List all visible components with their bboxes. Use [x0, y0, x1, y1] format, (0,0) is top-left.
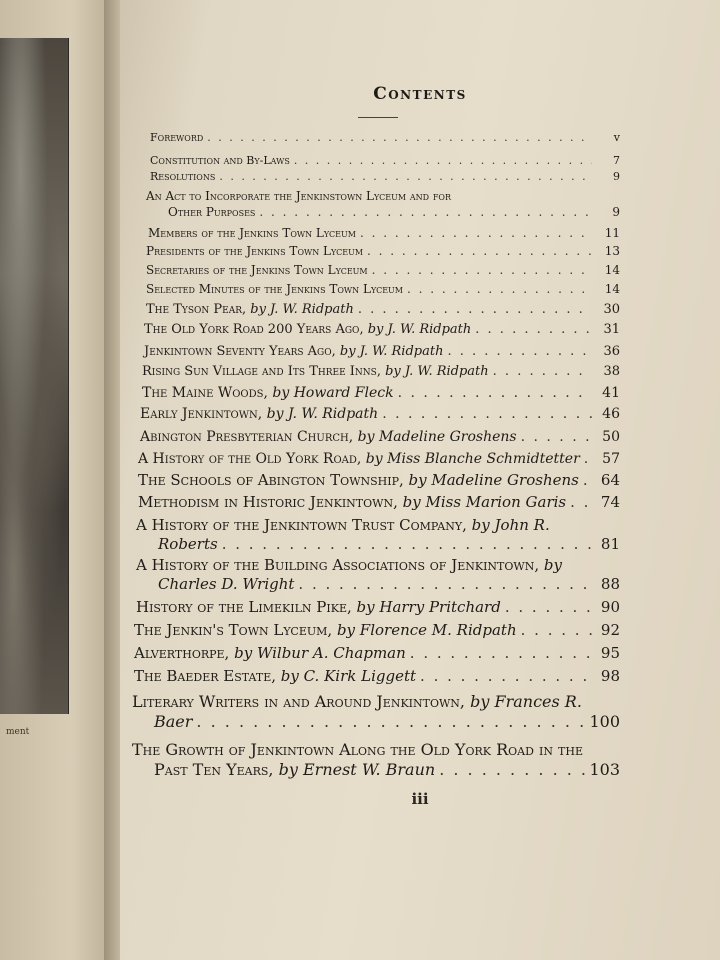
dot-leader	[222, 535, 592, 554]
toc-entry-title: Selected Minutes of the Jenkins Town Lyceum	[146, 282, 403, 296]
toc-entry-title: Early Jenkintown,	[140, 406, 263, 422]
toc-entry-page: 38	[603, 364, 620, 379]
dot-leader	[259, 204, 592, 220]
toc-entry	[132, 692, 620, 732]
toc-entry-author: by J. W. Ridpath	[380, 364, 489, 379]
toc-entry-title: The Growth of Jenkintown Along the Old York Road in the	[132, 740, 583, 759]
toc-entry-title-cont: Other Purposes	[168, 205, 256, 219]
toc-entry-title: Jenkintown Seventy Years Ago,	[144, 344, 336, 359]
toc-entry-page: 36	[603, 344, 620, 359]
toc-entry-page: 9	[612, 205, 620, 219]
toc-entry-title: Rising Sun Village and Its Three Inns,	[142, 364, 381, 379]
toc-entry-author: by Miss Blanche Schmidtetter	[361, 451, 580, 467]
toc-entry-page: 57	[602, 451, 620, 467]
toc-entry-author: by Madeline Groshens	[403, 471, 579, 489]
toc-entry	[138, 450, 620, 468]
toc-entry-page: 41	[602, 385, 620, 401]
toc-entry	[136, 556, 620, 594]
toc-entry-page: 95	[600, 644, 620, 662]
dot-leader	[447, 343, 592, 360]
toc-entry	[146, 281, 620, 297]
toc-entry-page: 92	[600, 621, 620, 639]
toc-entry-author: by Florence M. Ridpath	[332, 621, 517, 639]
toc-entry-title: Foreword	[150, 131, 204, 144]
toc-entry-page: 11	[604, 226, 620, 240]
dot-leader	[372, 262, 592, 278]
toc-entry-title: Secretaries of the Jenkins Town Lyceum	[146, 263, 368, 277]
toc-entry-author: by Wilbur A. Chapman	[229, 644, 406, 662]
toc-entry	[132, 740, 620, 780]
toc-entry-page: 13	[604, 244, 620, 258]
toc-entry-page: 30	[603, 302, 620, 317]
toc-entry-author: by	[539, 556, 562, 574]
photo-plate	[0, 38, 69, 714]
toc-entry-title: Presidents of the Jenkins Town Lyceum	[146, 244, 364, 258]
toc-entry-title: The Schools of Abington Township,	[138, 471, 404, 489]
dot-leader	[420, 667, 592, 686]
toc-entry-author-cont: Baer	[154, 712, 193, 731]
toc-entry-title: A History of the Jenkintown Trust Company,	[136, 516, 467, 534]
toc-entry-title: Methodism in Historic Jenkintown,	[138, 493, 398, 511]
toc-entry-title: An Act to Incorporate the Jenkinstown Lyceum and for	[146, 189, 451, 203]
dot-leader	[298, 575, 592, 594]
toc-entry-page: 14	[604, 263, 620, 277]
toc-entry-page: 14	[604, 282, 620, 296]
toc-entry	[140, 405, 620, 423]
title-rule	[358, 117, 398, 118]
toc-entry-page: 64	[600, 471, 620, 489]
toc-entry-title: Literary Writers in and Around Jenkintown,	[132, 692, 466, 711]
toc-entry-page: 90	[600, 598, 620, 616]
toc-entry-author: by Miss Marion Garis	[397, 493, 567, 511]
toc-entry	[140, 428, 620, 446]
dot-leader	[407, 281, 592, 297]
toc-entry-author: by J. W. Ridpath	[262, 406, 379, 422]
toc-entry-title: The Old York Road 200 Years Ago,	[144, 322, 364, 337]
toc-entry-page: 98	[600, 667, 620, 685]
toc-entry-title: The Baeder Estate,	[134, 667, 276, 685]
dot-leader	[570, 493, 592, 512]
dot-leader	[439, 760, 585, 780]
toc-entry	[150, 130, 620, 145]
toc-entry-author: by J. W. Ridpath	[246, 302, 354, 317]
toc-entry-author: by C. Kirk Liggett	[276, 667, 417, 685]
dot-leader	[207, 130, 592, 145]
toc-entry-page: 100	[589, 712, 620, 731]
toc-entry-author: by Frances R.	[465, 692, 582, 711]
toc-entry-title: Abington Presbyterian Church,	[140, 429, 354, 445]
toc-entry-author: by Madeline Groshens	[353, 429, 517, 445]
toc-entry	[146, 262, 620, 278]
toc-entry-author: by Ernest W. Braun	[273, 760, 436, 779]
toc-entry-title: A History of the Old York Road,	[138, 451, 362, 467]
dot-leader	[382, 405, 592, 423]
dot-leader	[521, 621, 592, 640]
toc-entry-page: 88	[600, 575, 620, 593]
toc-entry-author-cont: Roberts	[158, 535, 218, 553]
dot-leader	[584, 450, 592, 468]
dot-leader	[410, 644, 592, 663]
toc-entry	[146, 243, 620, 259]
toc-entry	[134, 644, 620, 663]
toc-entry	[134, 667, 620, 686]
toc-entry	[144, 321, 620, 338]
toc-entry	[144, 343, 620, 360]
dot-leader	[367, 243, 592, 259]
toc-entry	[148, 225, 620, 241]
toc-entry-page: 46	[602, 406, 620, 422]
toc-entry	[142, 384, 620, 402]
dot-leader	[493, 363, 592, 380]
dot-leader	[358, 301, 592, 318]
dot-leader	[360, 225, 592, 241]
toc-entry-author: by J. W. Ridpath	[335, 344, 444, 359]
contents-page	[120, 0, 720, 960]
toc-entry-page: 103	[589, 760, 620, 779]
toc-entry-title: Resolutions	[150, 170, 216, 183]
dot-leader	[398, 384, 592, 402]
toc-entry	[150, 169, 620, 184]
toc-entry	[150, 153, 620, 168]
toc-entry-page: 50	[602, 429, 620, 445]
toc-entry-author: by Harry Pritchard	[351, 598, 501, 616]
dot-leader	[475, 321, 592, 338]
toc-entry	[146, 188, 620, 220]
toc-entry-title-cont: Past Ten Years,	[154, 760, 274, 779]
dot-leader	[521, 428, 592, 446]
toc-entry	[136, 516, 620, 554]
dot-leader	[583, 471, 592, 490]
toc-entry-author: by John R.	[466, 516, 550, 534]
toc-entry	[142, 363, 620, 380]
toc-entry	[138, 471, 620, 490]
toc-entry-title: Members of the Jenkins Town Lyceum	[148, 226, 356, 240]
toc-entry	[146, 301, 620, 318]
toc-entry-title: History of the Limekiln Pike,	[136, 598, 352, 616]
toc-entry	[138, 493, 620, 512]
toc-entry-title: Alverthorpe,	[134, 644, 230, 662]
plate-caption: ment	[6, 727, 30, 737]
dot-leader	[505, 598, 592, 617]
facing-page	[0, 0, 118, 960]
page-title: Contents	[373, 84, 467, 104]
toc-entry-page: 74	[600, 493, 620, 511]
toc-entry-page: 31	[603, 322, 620, 337]
toc-entry-page: v	[613, 131, 620, 144]
toc-entry-author: by J. W. Ridpath	[363, 322, 472, 337]
toc-entry-title: The Maine Woods,	[142, 385, 268, 401]
toc-entry-page: 9	[613, 170, 620, 183]
toc-entry-title: Constitution and By-Laws	[150, 154, 290, 167]
page-number: iii	[411, 790, 429, 808]
toc-entry-title: The Jenkin's Town Lyceum,	[134, 621, 333, 639]
toc-entry-author-cont: Charles D. Wright	[158, 575, 295, 593]
toc-entry	[134, 621, 620, 640]
toc-entry-page: 81	[600, 535, 620, 553]
toc-entry-author: by Howard Fleck	[267, 385, 394, 401]
dot-leader	[219, 169, 592, 184]
toc-entry-page: 7	[613, 154, 620, 167]
toc-entry	[136, 598, 620, 617]
dot-leader	[196, 712, 585, 732]
toc-entry-title: The Tyson Pear,	[146, 302, 247, 317]
dot-leader	[294, 153, 592, 168]
toc-entry-title: A History of the Building Associations of Jenkintown,	[136, 556, 540, 574]
